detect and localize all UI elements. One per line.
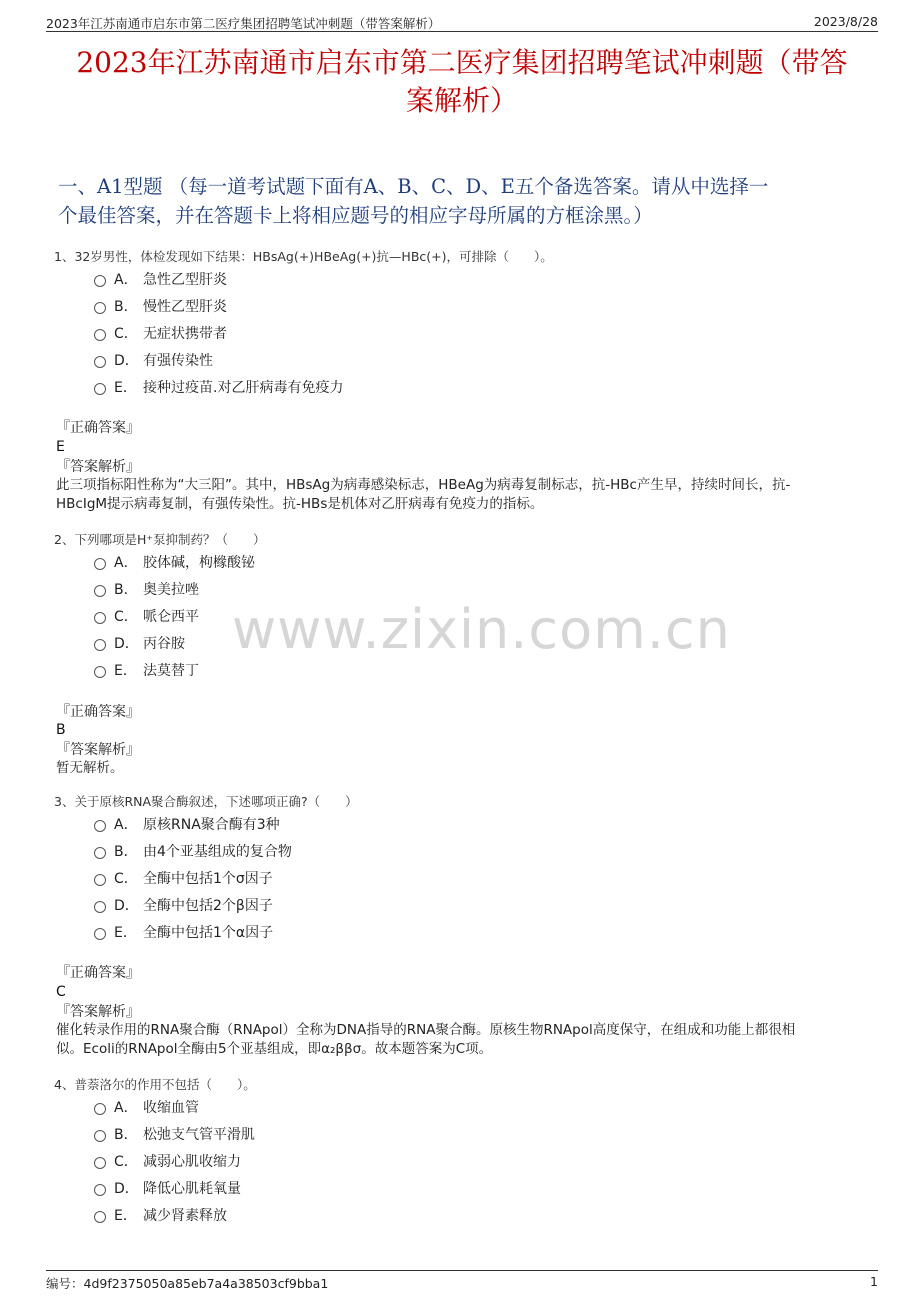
- correct-answer-label: 『正确答案』: [56, 704, 140, 720]
- explanation-line: 催化转录作用的RNA聚合酶（RNApol）全称为DNA指导的RNA聚合酶。原核生物RNApol高度保守，在组成和功能上都很相: [56, 1022, 796, 1038]
- radio-circle-icon[interactable]: [94, 585, 106, 597]
- radio-circle-icon[interactable]: [94, 612, 106, 624]
- watermark: www.zixin.com.cn: [232, 598, 731, 661]
- explanation-label: 『答案解析』: [56, 742, 140, 758]
- question-stem: 2、下列哪项是H⁺泵抑制药？（ ）: [54, 532, 266, 547]
- option-item[interactable]: [94, 268, 227, 290]
- title-line-2: 案解析）: [405, 84, 518, 117]
- option-text: 法莫替丁: [143, 663, 199, 679]
- option-item[interactable]: [94, 813, 280, 835]
- option-text: 松弛支气管平滑肌: [143, 1127, 255, 1143]
- option-text: 原核RNA聚合酶有3种: [143, 817, 280, 833]
- option-text: 减弱心肌收缩力: [143, 1154, 241, 1170]
- option-text: 急性乙型肝炎: [143, 272, 227, 288]
- correct-answer-label: 『正确答案』: [56, 420, 140, 436]
- radio-circle-icon[interactable]: [94, 275, 106, 287]
- correct-answer-value: E: [56, 439, 65, 455]
- document-id: 编号：4d9f2375050a85eb7a4a38503cf9bba1: [46, 1276, 329, 1291]
- option-text: 哌仑西平: [143, 609, 199, 625]
- option-item[interactable]: [94, 295, 227, 317]
- option-letter: E．: [114, 1208, 137, 1224]
- explanation-text: [56, 759, 852, 778]
- radio-circle-icon[interactable]: [94, 1157, 106, 1169]
- option-letter: A．: [114, 1100, 138, 1116]
- explanation-text: [56, 476, 852, 514]
- option-item[interactable]: [94, 1177, 241, 1199]
- option-letter: C．: [114, 609, 138, 625]
- explanation-line: 暂无解析。: [56, 760, 124, 776]
- radio-circle-icon[interactable]: [94, 928, 106, 940]
- option-letter: D．: [114, 636, 139, 652]
- option-letter: C．: [114, 326, 138, 342]
- radio-circle-icon[interactable]: [94, 329, 106, 341]
- option-item[interactable]: [94, 840, 292, 862]
- page-header: [46, 12, 878, 32]
- section-line-1: 一、A1型题 （每一道考试题下面有A、B、C、D、E五个备选答案。请从中选择一: [58, 175, 769, 198]
- option-letter: A．: [114, 272, 138, 288]
- option-text: 有强传染性: [143, 353, 213, 369]
- option-letter: C．: [114, 1154, 138, 1170]
- option-item[interactable]: [94, 659, 199, 681]
- option-item[interactable]: [94, 632, 185, 654]
- explanation-line: 此三项指标阳性称为“大三阳”。其中，HBsAg为病毒感染标志，HBeAg为病毒复制标志，抗-HBc产生早，持续时间长，抗-: [56, 477, 791, 493]
- radio-circle-icon[interactable]: [94, 1130, 106, 1142]
- explanation-text: [56, 1021, 852, 1059]
- option-text: 全酶中包括2个β因子: [143, 898, 273, 914]
- radio-circle-icon[interactable]: [94, 302, 106, 314]
- option-text: 全酶中包括1个α因子: [143, 925, 274, 941]
- option-letter: D．: [114, 353, 139, 369]
- option-letter: E．: [114, 380, 137, 396]
- option-text: 胶体碱，枸橼酸铋: [143, 555, 255, 571]
- header-date: 2023/8/28: [813, 14, 878, 29]
- option-item[interactable]: [94, 578, 199, 600]
- radio-circle-icon[interactable]: [94, 558, 106, 570]
- option-item[interactable]: [94, 894, 273, 916]
- title-line-1: 2023年江苏南通市启东市第二医疗集团招聘笔试冲刺题（带答: [76, 46, 848, 79]
- option-text: 由4个亚基组成的复合物: [143, 844, 292, 860]
- question-stem: 1、32岁男性，体检发现如下结果：HBsAg(+)HBeAg(+)抗—HBc(+)，可排除（ ）。: [54, 249, 553, 264]
- option-item[interactable]: [94, 1204, 227, 1226]
- section-line-2: 个最佳答案，并在答题卡上将相应题号的相应字母所属的方框涂黑。）: [58, 204, 653, 227]
- explanation-line: HBcIgM提示病毒复制，有强传染性。抗-HBs是机体对乙肝病毒有免疫力的指标。: [56, 496, 544, 512]
- option-text: 降低心肌耗氧量: [143, 1181, 241, 1197]
- option-letter: A．: [114, 817, 138, 833]
- option-letter: A．: [114, 555, 138, 571]
- option-text: 无症状携带者: [143, 326, 227, 342]
- question-stem: 3、关于原核RNA聚合酶叙述，下述哪项正确?（ ）: [54, 794, 358, 809]
- radio-circle-icon[interactable]: [94, 639, 106, 651]
- option-item[interactable]: [94, 1123, 255, 1145]
- correct-answer-label: 『正确答案』: [56, 965, 140, 981]
- option-item[interactable]: [94, 605, 199, 627]
- option-letter: B．: [114, 844, 138, 860]
- option-text: 减少肾素释放: [143, 1208, 227, 1224]
- option-letter: C．: [114, 871, 138, 887]
- option-letter: E．: [114, 663, 137, 679]
- option-letter: D．: [114, 898, 139, 914]
- radio-circle-icon[interactable]: [94, 1103, 106, 1115]
- page-footer: [46, 1270, 878, 1290]
- option-item[interactable]: [94, 1096, 199, 1118]
- option-letter: E．: [114, 925, 137, 941]
- option-text: 丙谷胺: [143, 636, 185, 652]
- option-item[interactable]: [94, 921, 273, 943]
- explanation-line: 似。Ecoli的RNApol全酶由5个亚基组成，即α₂ββσ。故本题答案为C项。: [56, 1041, 493, 1057]
- option-letter: D．: [114, 1181, 139, 1197]
- option-item[interactable]: [94, 1150, 241, 1172]
- section-heading: [58, 172, 858, 230]
- option-text: 全酶中包括1个σ因子: [143, 871, 273, 887]
- radio-circle-icon[interactable]: [94, 666, 106, 678]
- radio-circle-icon[interactable]: [94, 1211, 106, 1223]
- radio-circle-icon[interactable]: [94, 383, 106, 395]
- option-letter: B．: [114, 299, 138, 315]
- option-item[interactable]: [94, 349, 213, 371]
- correct-answer-value: B: [56, 722, 66, 738]
- question-stem: 4、普萘洛尔的作用不包括（ ）。: [54, 1077, 256, 1092]
- radio-circle-icon[interactable]: [94, 1184, 106, 1196]
- option-letter: B．: [114, 1127, 138, 1143]
- explanation-label: 『答案解析』: [56, 459, 140, 475]
- option-text: 奥美拉唑: [143, 582, 199, 598]
- page-number: 1: [870, 1274, 878, 1289]
- radio-circle-icon[interactable]: [94, 901, 106, 913]
- explanation-label: 『答案解析』: [56, 1004, 140, 1020]
- option-text: 收缩血管: [143, 1100, 199, 1116]
- radio-circle-icon[interactable]: [94, 820, 106, 832]
- option-item[interactable]: [94, 867, 273, 889]
- option-text: 慢性乙型肝炎: [143, 299, 227, 315]
- correct-answer-value: C: [56, 984, 66, 1000]
- document-title: [46, 44, 878, 120]
- option-item[interactable]: [94, 551, 255, 573]
- radio-circle-icon[interactable]: [94, 356, 106, 368]
- radio-circle-icon[interactable]: [94, 874, 106, 886]
- option-text: 接种过疫苗.对乙肝病毒有免疫力: [143, 380, 344, 396]
- header-title: 2023年江苏南通市启东市第二医疗集团招聘笔试冲刺题（带答案解析）: [46, 16, 441, 31]
- option-item[interactable]: [94, 322, 227, 344]
- option-item[interactable]: [94, 376, 343, 398]
- radio-circle-icon[interactable]: [94, 847, 106, 859]
- option-letter: B．: [114, 582, 138, 598]
